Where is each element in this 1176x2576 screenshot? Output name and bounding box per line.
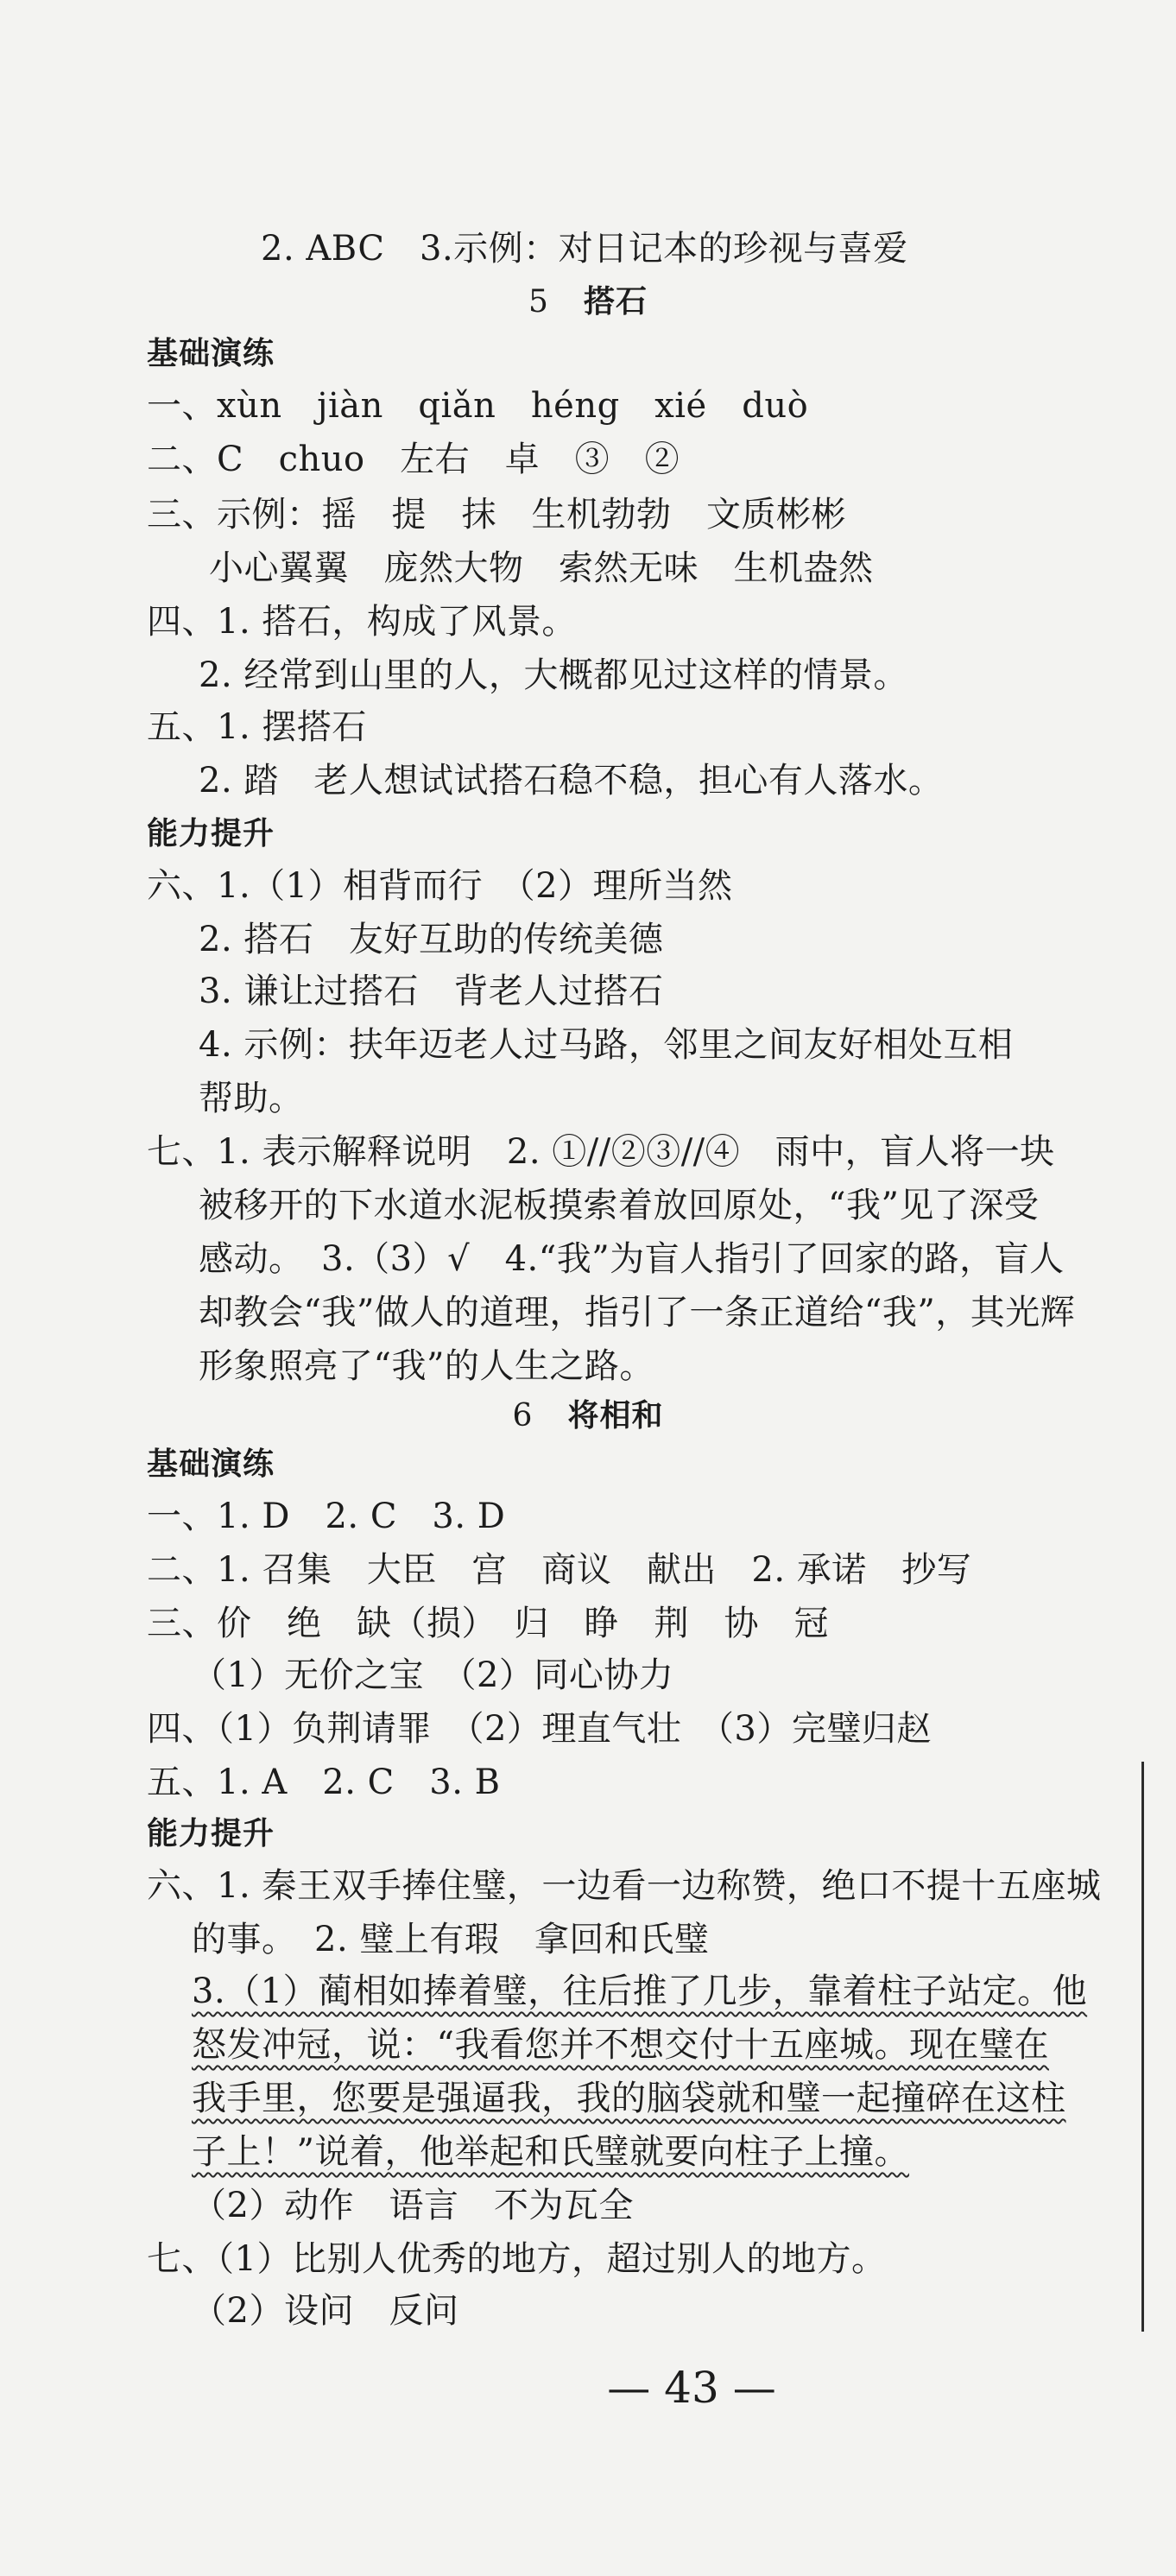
l6-line-8: 的事。 2. 璧上有瑕 拿回和氏璧 [192, 1920, 710, 1959]
l5-line-18: 形象照亮了“我”的人生之路。 [199, 1346, 654, 1386]
top-answer-line: 2. ABC 3.示例：对日记本的珍视与喜爱 [261, 229, 908, 269]
page-number [0, 2363, 1176, 2413]
page-number-text: — 43 — [607, 2363, 776, 2413]
wavy-underlined-quote-2: 怒发冲冠，说：“我看您并不想交付十五座城。现在璧在 [192, 2025, 1049, 2065]
l5-line-6: 2. 经常到山里的人，大概都见过这样的情景。 [199, 655, 908, 695]
l5-line-12: 4. 示例：扶年迈老人过马路，邻里之间友好相处互相 [199, 1025, 1014, 1065]
l5-line-8: 2. 踏 老人想试试搭石稳不稳，担心有人落水。 [199, 761, 944, 801]
l5-line-3: 三、示例：摇 提 抹 生机勃勃 文质彬彬 [147, 495, 846, 535]
l6-line-5: 四、（1）负荆请罪 （2）理直气壮 （3）完璧归赵 [147, 1709, 932, 1749]
lesson-6-ability-heading: 能力提升 [147, 1816, 275, 1851]
l6-line-12 [192, 2131, 909, 2173]
l5-line-7: 五、1. 摆搭石 [147, 707, 367, 747]
l6-line-14: 七、（1）比别人优秀的地方，超过别人的地方。 [147, 2239, 887, 2279]
l6-line-4: （1）无价之宝 （2）同心协力 [192, 1655, 674, 1695]
wavy-underlined-quote-3: 我手里，您要是强逼我，我的脑袋就和璧一起撞碎在这柱 [192, 2079, 1066, 2118]
lesson-5-title-text: 搭石 [583, 284, 648, 320]
l6-line-13: （2）动作 语言 不为瓦全 [192, 2186, 634, 2225]
l5-line-5: 四、1. 搭石，构成了风景。 [147, 602, 577, 642]
l5-line-13: 帮助。 [199, 1079, 304, 1118]
lesson-5-title [0, 282, 1176, 323]
wavy-underlined-quote-4: 子上！”说着，他举起和氏璧就要向柱子上撞。 [192, 2132, 909, 2172]
l5-line-2: 二、C chuo 左右 卓 ③ ② [147, 440, 680, 479]
l5-line-17: 却教会“我”做人的道理，指引了一条正道给“我”，其光辉 [199, 1293, 1076, 1332]
lesson-5-ability-heading: 能力提升 [147, 816, 275, 851]
l5-line-16: 感动。 3.（3）√ 4.“我”为盲人指引了回家的路，盲人 [199, 1239, 1065, 1279]
l6-line-1: 一、1. D 2. C 3. D [147, 1497, 506, 1536]
l6-line-2: 二、1. 召集 大臣 宫 商议 献出 2. 承诺 抄写 [147, 1550, 972, 1590]
l6-line-7: 六、1. 秦王双手捧住璧，一边看一边称赞，绝口不提十五座城 [147, 1866, 1102, 1906]
wavy-underlined-quote-1: 3.（1）蔺相如捧着璧，往后推了几步，靠着柱子站定。他 [192, 1972, 1088, 2011]
l5-line-14: 七、1. 表示解释说明 2. ①//②③//④ 雨中，盲人将一块 [147, 1132, 1055, 1172]
lesson-6-title [0, 1396, 1176, 1437]
l5-line-15: 被移开的下水道水泥板摸索着放回原处，“我”见了深受 [199, 1186, 1040, 1225]
l5-line-1: 一、xùn jiàn qiǎn héng xié duò [147, 386, 809, 426]
binding-margin-rule [1141, 1762, 1144, 2332]
lesson-6-number: 6 [512, 1398, 534, 1434]
l6-line-9 [192, 1971, 1087, 2012]
lesson-6-title-text: 将相和 [567, 1398, 664, 1434]
l6-line-15: （2）设问 反问 [192, 2291, 459, 2331]
l5-line-9: 六、1.（1）相背而行 （2）理所当然 [147, 866, 733, 906]
l6-line-11 [192, 2078, 1066, 2119]
lesson-5-number: 5 [528, 284, 549, 320]
l5-line-4: 小心翼翼 庞然大物 索然无味 生机盎然 [209, 548, 874, 588]
l5-line-10: 2. 搭石 友好互助的传统美德 [199, 920, 664, 959]
l6-line-10 [192, 2024, 1049, 2066]
l6-line-3: 三、价 绝 缺（损） 归 睁 荆 协 冠 [147, 1604, 829, 1643]
lesson-6-basic-heading: 基础演练 [147, 1446, 275, 1482]
lesson-5-basic-heading: 基础演练 [147, 336, 275, 371]
l6-line-6: 五、1. A 2. C 3. B [147, 1763, 501, 1802]
l5-line-11: 3. 谦让过搭石 背老人过搭石 [199, 972, 664, 1011]
